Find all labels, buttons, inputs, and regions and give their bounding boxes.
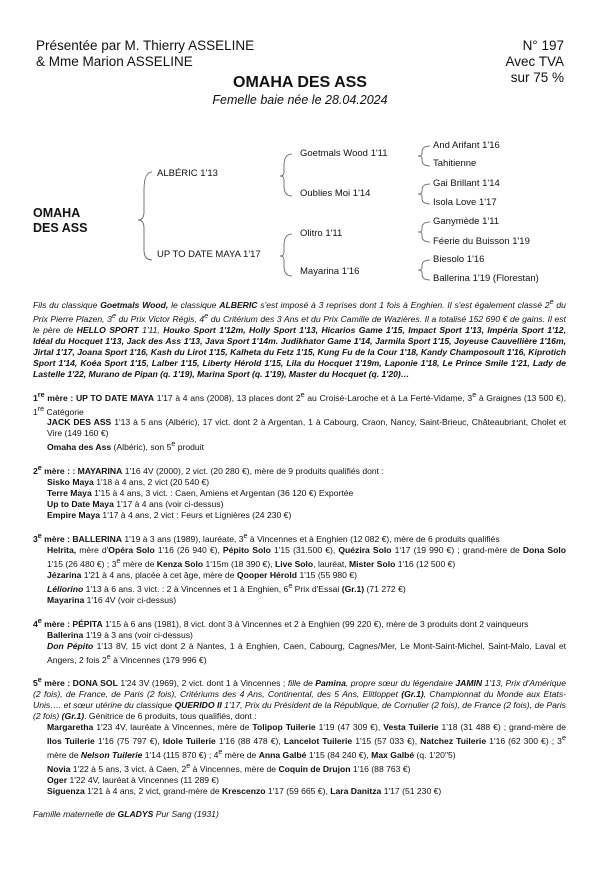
- dam-1-produce-1: [33, 417, 566, 439]
- text-run: 1'13, Prix d'Amérique (2 fois), de France, de Paris (2 fois), Critériums des 4 Ans, Continental, des 5 Ans, Elitloppet: [33, 678, 566, 700]
- text-run: 1'17 à 4 ans (2008), 13 places dont 2: [154, 392, 301, 403]
- text-run: 1'15 (84 240 €),: [306, 750, 372, 761]
- lot-number: N° 197: [522, 38, 564, 53]
- text-run: 1'24 3V (1969), 2 vict. dont 1 à Vincennes ;: [117, 678, 288, 689]
- text-run: Lara Danitza: [330, 785, 382, 796]
- text-run: 1'16 (26 940 €),: [154, 545, 223, 556]
- text-run: Kenza Solo: [156, 558, 204, 569]
- text-run: 1'16 (62 300 €) ; 3: [486, 736, 562, 747]
- text-run: Oger: [47, 774, 68, 785]
- text-run: Goetmals Wood,: [100, 299, 169, 310]
- text-run: 1'15 (26 480 €) ; 3: [47, 558, 117, 569]
- text-run: 1'19 à 3 ans (voir ci-dessus): [83, 629, 193, 640]
- text-run: Fils du classique: [33, 299, 101, 310]
- pedigree-gen2-2: Oublies Moi 1'14: [300, 188, 371, 199]
- text-run: Novia: [47, 763, 71, 774]
- text-run: Max Galbé: [371, 750, 415, 761]
- text-run: Quézira Solo: [338, 545, 392, 556]
- text-run: 1'15 à 4 ans, 3 vict. : Caen, Amiens et Argentan (36 120 €) Exportée: [91, 488, 354, 499]
- text-run: 1'15 (57 033 €),: [352, 736, 421, 747]
- text-run: 1'16 4V (2000), 2 vict. (20 280 €), mère de 9 produits qualifiés dont :: [122, 466, 384, 477]
- text-run: e: [171, 440, 176, 449]
- dam-2-heading: [33, 463, 566, 477]
- text-run: 1'14 (115 870 €) ; 4: [142, 750, 219, 761]
- text-run: Margaretha: [47, 722, 94, 733]
- dam-2-produce-4: [33, 510, 566, 521]
- text-run: 1'19 à 3 ans (1989), lauréate, 3: [121, 534, 244, 545]
- text-run: Coquin de Drujon: [278, 763, 351, 774]
- text-run: 1'11,: [138, 324, 164, 335]
- text-run: (71 272 €): [364, 583, 406, 594]
- text-run: re: [37, 390, 45, 399]
- dam-3-produce-4: [33, 595, 566, 606]
- text-run: e: [106, 652, 111, 661]
- dam-1-section: [33, 390, 566, 454]
- text-run: Up to Date Maya: [47, 499, 114, 510]
- text-run: Prix d'Essai: [292, 583, 342, 594]
- catalogue-body: [33, 297, 566, 820]
- dam-4-produce-1: [33, 630, 566, 641]
- text-run: (Gr.1): [341, 583, 365, 594]
- text-run: re: [37, 404, 45, 413]
- dam-5-section: [33, 675, 566, 796]
- text-run: 1'17, Prix du Président de la République, de Cornulier (2 fois), de France (2 fois), de Paris (2 fois): [33, 700, 566, 722]
- text-run: mère : PÉPITA: [41, 618, 103, 629]
- text-run: 1'15 à 6 ans (1981), 8 vict. dont 3 à Vincennes et 2 à Enghien (99 220 €), mère de 3 produits dont 2 vainqueurs: [102, 618, 529, 629]
- text-run: à Graignes (13 500 €), 1: [33, 392, 566, 417]
- pedigree-gen3-8: Ballerina 1'19 (Florestan): [433, 273, 539, 284]
- text-run: 1'22 à 5 ans, 3 vict. à Caen, 2: [70, 763, 187, 774]
- text-run: e: [37, 676, 42, 685]
- dam-2-produce-1: [33, 477, 566, 488]
- text-run: 1'16 (75 797 €),: [94, 736, 163, 747]
- text-run: 1'16 (12 500 €): [395, 558, 456, 569]
- text-run: 1'21 à 4 ans, placée à cet âge, mère de: [81, 569, 237, 580]
- dam-2-produce-3: [33, 499, 566, 510]
- text-run: 1'15 (55 980 €): [297, 569, 357, 580]
- text-run: Famille maternelle de: [33, 808, 118, 819]
- text-run: e: [204, 311, 209, 320]
- text-run: Natchez Tuilerie: [420, 736, 487, 747]
- text-run: Pépito Solo: [222, 545, 271, 556]
- subject-line-1: OMAHA: [33, 206, 81, 220]
- pedigree-gen3-7: Biesolo 1'16: [433, 254, 485, 265]
- text-run: 1'23 4V, lauréate à Vincennes, mère de: [93, 722, 253, 733]
- dam-3-produce-3: [33, 581, 566, 595]
- text-run: , lauréat,: [313, 558, 350, 569]
- text-run: Helrita,: [47, 545, 77, 556]
- dam-2-section: [33, 463, 566, 521]
- text-run: Dona Solo: [522, 545, 566, 556]
- text-run: Omaha des Ass: [47, 442, 112, 453]
- pedigree-sire: ALBÉRIC 1'13: [157, 168, 218, 179]
- text-run: du Prix Pierre Plazen, 3: [33, 299, 566, 324]
- text-run: e: [243, 532, 248, 541]
- text-run: Ilos Tuilerie: [47, 736, 95, 747]
- text-run: JAMIN: [455, 678, 483, 689]
- text-run: 1'18 (31 488 €) ; grand-mère de: [438, 722, 566, 733]
- text-run: Mayarina: [47, 594, 85, 605]
- text-run: 1'15m (18 390 €),: [203, 558, 275, 569]
- text-run: 1'13 8V, 15 vict dont 2 à Nantes, 1 à Enghien, Caen, Cabourg, Cagnes/Mer, Le Mont-Saint-Michel, Saint-Malo, Laval et Angers, 2 fois 2: [47, 640, 566, 665]
- text-run: Jézarina: [47, 569, 82, 580]
- dam-5-produce-4: [33, 786, 566, 797]
- text-run: Catégorie: [44, 406, 84, 417]
- text-run: 1'17 (19 990 €) ; grand-mère de: [391, 545, 523, 556]
- text-run: Nelson Tuilerie: [80, 750, 143, 761]
- text-run: 1'21 à 4 ans, 2 vict, grand-mère de: [84, 785, 223, 796]
- text-run: Siguenza: [47, 785, 85, 796]
- text-run: 1'16 (88 763 €): [350, 763, 411, 774]
- pedigree-gen2-1: Goetmals Wood 1'11: [300, 148, 388, 159]
- text-run: , propre sœur du légendaire: [345, 678, 456, 689]
- text-run: Pamina: [315, 678, 346, 689]
- horse-subtitle: Femelle baie née le 28.04.2024: [212, 93, 388, 107]
- pedigree-subject: [33, 206, 87, 236]
- text-run: e: [561, 734, 566, 743]
- text-run: Sisko Maya: [47, 477, 94, 488]
- text-run: (Albéric), son 5: [111, 442, 172, 453]
- text-run: e: [472, 390, 477, 399]
- text-run: (q. 1'20"5): [414, 750, 456, 761]
- text-run: mère : UP TO DATE MAYA: [44, 392, 155, 403]
- text-run: e: [218, 748, 223, 757]
- text-run: (Gr.1): [61, 711, 85, 722]
- dam-3-produce-1: [33, 545, 566, 570]
- text-run: Terre Maya: [47, 488, 92, 499]
- text-run: 1'19 (47 309 €),: [315, 722, 384, 733]
- text-run: HELLO SPORT: [76, 324, 139, 335]
- text-run: 4: [33, 618, 38, 629]
- dam-5-heading: [33, 675, 566, 722]
- text-run: JACK DES ASS: [47, 417, 112, 428]
- dam-1-heading: [33, 390, 566, 418]
- text-run: Houko Sport 1'12m, Holly Sport 1'13, Hicarios Game 1'15, Impact Sport 1'13, Impéria Sport 1'12, Idéal du Hocquet 1'13, Jack des Ass 1'13, Java Sport 1'14m. Judikhator Game 1'14, Jarmila Sport 1'15, Joyeuse Cauvellière 1'16m, Jirtal 1'17, Joana Sport 1'16, Kash du Lirot 1'15, Kalheta du Fetz 1'15, Kung Fu de la Cour 1'18, Kandy Champosoult 1'16, Kiprotich Sport 1'14, Koéa Sport 1'15, Lalber 1'15, Liberty Hérold 1'15, Lila du Hocquet 1'19m, Laponie 1'18, Le Prince Smile 1'21, Lady de Lastelle 1'22, Murano de Pipan (q. 1'19), Marina Sport (q. 1'19), Master du Hocquet (q. 1'20)…: [33, 324, 566, 379]
- dam-4-produce-2: [33, 641, 566, 666]
- text-run: Live Solo: [274, 558, 314, 569]
- text-run: e: [37, 532, 42, 541]
- text-run: à Vincennes (179 996 €): [110, 654, 207, 665]
- text-run: du Critérium des 3 Ans et du Prix Camille de Wazières. Il a totalisé 152 690 € de gains. Il est le père de: [33, 313, 566, 335]
- text-run: e: [37, 616, 42, 625]
- text-run: e: [186, 762, 191, 771]
- text-run: mère de: [120, 558, 157, 569]
- text-run: produit: [175, 442, 205, 453]
- text-run: Tolipop Tuilerie: [252, 722, 316, 733]
- tva-label: Avec TVA: [505, 54, 564, 69]
- text-run: 2: [33, 466, 38, 477]
- pedigree-gen3-4: Isola Love 1'17: [433, 197, 497, 208]
- text-run: Opéra Solo: [108, 545, 155, 556]
- pedigree-gen3-5: Ganymède 1'11: [433, 216, 500, 227]
- text-run: 1: [33, 392, 38, 403]
- dam-3-section: [33, 531, 566, 606]
- text-run: 1'16 4V (voir ci-dessus): [84, 594, 177, 605]
- dam-5-produce-3: [33, 775, 566, 786]
- text-run: ALBERIC: [219, 299, 258, 310]
- text-run: e: [111, 311, 116, 320]
- text-run: . Génitrice de 6 produits, tous qualifiés, dont :: [84, 711, 257, 722]
- subject-line-2: DES ASS: [33, 221, 88, 235]
- percent-label: sur 75 %: [510, 70, 564, 85]
- text-run: 1'17 (59 665 €),: [265, 785, 331, 796]
- text-run: e: [116, 557, 121, 566]
- text-run: QUERIDO II: [174, 700, 222, 711]
- text-run: 1'13 à 6 ans. 3 vict. : 2 à Vincennes et 1 à Enghien, 6: [83, 583, 289, 594]
- text-run: Anna Galbé: [258, 750, 307, 761]
- text-run: GLADYS: [117, 808, 154, 819]
- text-run: 1'22 4V, lauréat à Vincennes (11 289 €): [67, 774, 220, 785]
- text-run: Mister Solo: [349, 558, 396, 569]
- pedigree-gen3-1: And Arifant 1'16: [433, 140, 500, 151]
- pedigree-gen3-3: Gai Brillant 1'14: [433, 178, 500, 189]
- text-run: 1'15 (31.500 €),: [270, 545, 339, 556]
- text-run: Don Pépito: [47, 640, 94, 651]
- text-run: Lélíorino: [47, 583, 84, 594]
- dam-4-heading: [33, 616, 566, 630]
- text-run: , Championnat du Monde aux Etats-Unis…. et sœur utérine du classique: [33, 689, 566, 711]
- text-run: e: [300, 390, 305, 399]
- text-run: 5: [33, 678, 38, 689]
- text-run: le classique: [168, 299, 220, 310]
- text-run: Lancelot Tuilerie: [283, 736, 353, 747]
- text-run: Empire Maya: [47, 510, 101, 521]
- text-run: mère de: [47, 750, 81, 761]
- dam-3-produce-2: [33, 570, 566, 581]
- text-run: Krescenzo: [222, 785, 266, 796]
- family-note: [33, 809, 566, 820]
- text-run: 1'18 à 4 ans, 2 vict (20 540 €): [93, 477, 210, 488]
- text-run: 1'17 à 4 ans (voir ci-dessus): [113, 499, 224, 510]
- presenter-line-1: Présentée par M. Thierry ASSELINE: [36, 38, 255, 53]
- text-run: du Prix Victor Régis, 4: [115, 313, 205, 324]
- text-run: mère : DONA SOL: [41, 678, 118, 689]
- text-run: au Croisé-Laroche et à La Ferté-Vidame, 3: [304, 392, 473, 403]
- horse-title: OMAHA DES ASS: [233, 74, 367, 91]
- text-run: à Vincennes, mère de: [190, 763, 279, 774]
- text-run: mère de: [222, 750, 259, 761]
- text-run: à Vincennes et à Enghien (12 082 €), mère de 6 produits qualifiés: [247, 534, 500, 545]
- text-run: 1'16 (88 478 €),: [215, 736, 284, 747]
- text-run: 1'17 à 4 ans, 2 vict : Feurs et Lignières (24 230 €): [100, 510, 292, 521]
- dam-5-produce-1: [33, 722, 566, 761]
- text-run: e: [288, 581, 293, 590]
- text-run: 1'13 à 5 ans (Albéric), 17 vict. dont 2 à Argentan, 1 à Cabourg, Craon, Nancy, Saint-Brieuc, Châteaubriant, Cholet et Vire (149 160 €): [47, 417, 566, 439]
- pedigree-gen3-6: Féerie du Buisson 1'19: [433, 236, 530, 247]
- text-run: s'est imposé à 3 reprises dont 1 fois à Enghien. Il s'est également classé 2: [257, 299, 550, 310]
- sire-intro: [33, 297, 566, 380]
- pedigree-gen2-4: Mayarina 1'16: [300, 266, 360, 277]
- text-run: 3: [33, 534, 38, 545]
- presenter-line-2: & Mme Marion ASSELINE: [36, 54, 193, 69]
- text-run: Qooper Hérold: [236, 569, 298, 580]
- text-run: (Gr.1): [401, 689, 424, 700]
- dam-3-heading: [33, 531, 566, 545]
- text-run: mère : BALLERINA: [41, 534, 122, 545]
- text-run: mère : : MAYARINA: [41, 466, 123, 477]
- text-run: e: [37, 464, 42, 473]
- dam-1-produce-2: [33, 439, 566, 453]
- text-run: fille de: [287, 678, 316, 689]
- pedigree-gen3-2: Tahitienne: [433, 158, 477, 169]
- dam-5-produce-2: [33, 761, 566, 775]
- pedigree-dam: UP TO DATE MAYA 1'17: [157, 249, 261, 260]
- text-run: Pur Sang (1931): [153, 808, 219, 819]
- pedigree-gen2-3: Olitro 1'11: [300, 228, 343, 239]
- text-run: Idole Tuilerie: [162, 736, 216, 747]
- text-run: 1'17 (51 230 €): [381, 785, 442, 796]
- text-run: Ballerina: [47, 629, 84, 640]
- dam-4-section: [33, 616, 566, 666]
- text-run: Vesta Tuilerie: [383, 722, 439, 733]
- text-run: mère d': [76, 545, 109, 556]
- text-run: e: [549, 298, 554, 306]
- dam-2-produce-2: [33, 488, 566, 499]
